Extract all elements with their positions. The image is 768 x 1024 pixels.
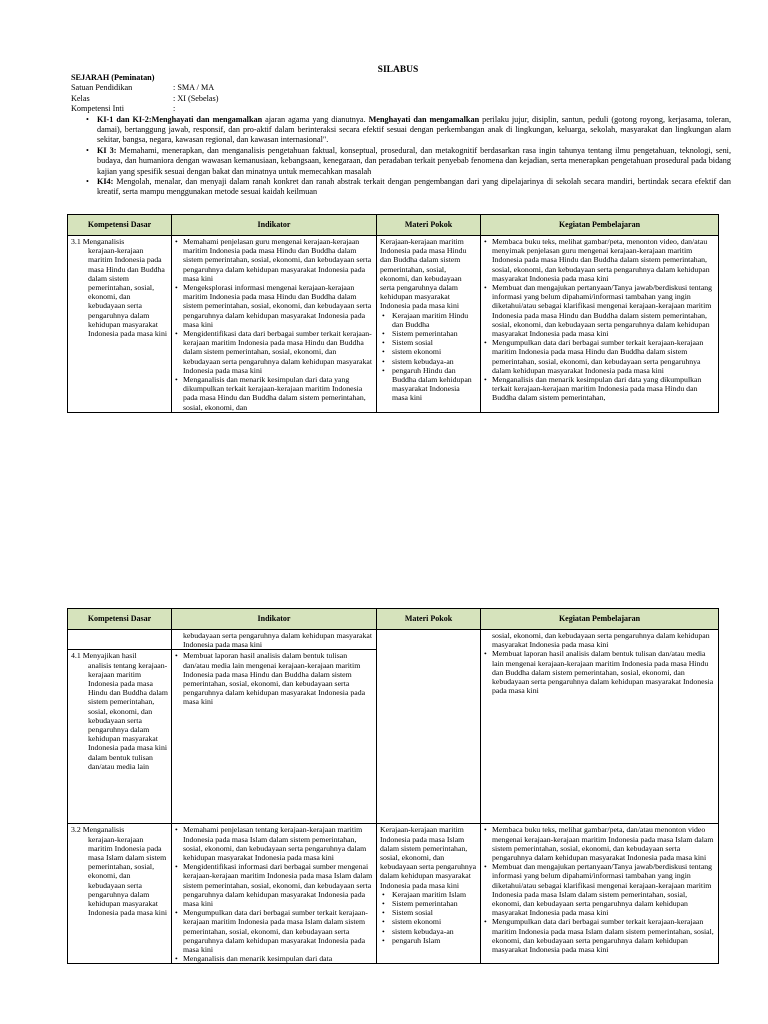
ki-3-text: Memahami, menerapkan, dan menganalisis pengetahuan faktual, konseptual, prosedural, dan metakognitif berdasarkan rasa ingin tahunya tentang ilmu pengetahuan, teknologi, seni, budaya, dan humaniora dengan wawasan kemanusiaan, kebangsaan, kenegaraan, dan peradaban terkait penyebab fenomena dan kejadian, serta menerapkan pengetahuan prosedural pada bidang kajian yang spesifik sesuai dengan bakat dan minatnya untuk memecahkan masalah [97, 145, 731, 176]
materi-cell [377, 630, 481, 824]
table-row [68, 236, 719, 413]
materi-cell [377, 236, 481, 413]
syllabus-table-page-1 [67, 214, 719, 413]
header-kompetensi-dasar: Kompetensi Dasar [68, 609, 172, 630]
kd-text: kerajaan-kerajaan maritim Indonesia pada masa Islam dalam sistem pemerintahan, sosial, ekonomi, dan kebudayaan serta pengaruhnya dalam kehidupan masyarakat Indonesia pada masa kini [88, 834, 168, 918]
list-item: • pengaruh Islam [392, 936, 477, 945]
kd-number: 3.2 Menganalisis [71, 825, 125, 835]
header-indikator: Indikator [172, 215, 377, 236]
list-item: • Mengumpulkan data dari berbagai sumber terkait kerajaan-kerajaan maritim Indonesia pada masa Islam dalam sistem pemerintahan, sosial, ekonomi, dan kebudayaan serta pengaruhnya dalam kehidupan masyarakat Indonesia pada masa kini [183, 908, 373, 954]
kompetensi-row [71, 104, 731, 114]
satuan-row [71, 83, 731, 93]
header-indikator: Indikator [172, 609, 377, 630]
document-page-1 [0, 0, 768, 486]
ki-1-emphasis: Menghayati dan mengamalkan [151, 114, 263, 124]
list-item: • Sistem pemerintahan [392, 329, 477, 338]
kelas-label: Kelas [71, 93, 90, 103]
table-header-row [68, 215, 719, 236]
kompetensi-value: : [173, 104, 176, 114]
kd-text: analisis tentang kerajaan-kerajaan maritim Indonesia pada masa Hindu dan Buddha dalam sistem pemerintahan, sosial, ekonomi, dan kebudayaan serta pengaruhnya dalam kehidupan masyarakat Indonesia pada masa kini dalam bentuk tulisan dan/atau media lain [88, 660, 168, 771]
list-item: • Kerajaan maritim Hindu dan Buddha [392, 311, 477, 329]
list-item: • Membuat laporan hasil analisis dalam bentuk tulisan dan/atau media lain mengenai kerajaan-kerajaan maritim Indonesia pada masa Hindu dan Buddha dalam sistem pemerintahan, sosial, ekonomi, dan kebudayaan serta pengaruhnya dalam kehidupan masyarakat Indonesia pada masa kini [183, 651, 373, 706]
list-item: • Membuat dan mengajukan pertanyaan/Tanya jawab/berdiskusi tentang informasi yang belum dipahami/informasi tambahan yang ingin diketahui/atau sebagai klarifikasi mengenai kerajaan-kerajaan maritim Indonesia pada masa Hindu dan Buddha dalam sistem pemerintahan, sosial, ekonomi, dan kebudayaan serta pengaruhnya dalam kehidupan masyarakat Indonesia pada masa kini [492, 283, 715, 338]
list-item: • sistem ekonomi [392, 917, 477, 926]
kegiatan-cell [481, 630, 719, 824]
header-kegiatan-pembelajaran: Kegiatan Pembelajaran [481, 215, 719, 236]
syllabus-table-page-2 [67, 608, 719, 964]
kd-number: 3.1 Menganalisis [71, 237, 125, 246]
ki-4-text: Mengolah, menalar, dan menyaji dalam ranah konkret dan ranah abstrak terkait dengan pengembangan dari yang dipelajarinya di sekolah secara mandiri, bertindak secara efektif dan kreatif, serta mampu menggunakan metode sesuai kaidah keilmuan [97, 177, 731, 197]
ki-item-3 [97, 146, 731, 177]
list-item: • Sistem sosial [392, 908, 477, 917]
satuan-value: : SMA / MA [173, 83, 215, 93]
document-header [71, 73, 731, 198]
ki-1-emphasis-2: Menghayati dan mengamalkan [368, 114, 480, 124]
document-title: SILABUS [377, 65, 419, 75]
ki-4-label: KI4: [97, 177, 114, 187]
list-item: • pengaruh Hindu dan Buddha dalam kehidupan masyarakat Indonesia masa kini [392, 366, 477, 403]
header-materi-pokok: Materi Pokok [377, 609, 481, 630]
list-item: • Membuat dan mengajukan pertanyaan/Tanya jawab/berdiskusi tentang informasi yang belum dipahami/informasi tambahan yang ingin diketahui/atau sebagai klarifikasi mengenai kerajaan-kerajaan maritim Indonesia pada masa Islam dalam sistem pemerintahan, sosial, ekonomi, dan kebudayaan serta pengaruhnya dalam kehidupan masyarakat Indonesia pada masa kini [492, 862, 715, 917]
header-kegiatan-pembelajaran: Kegiatan Pembelajaran [481, 609, 719, 630]
materi-cell [377, 824, 481, 964]
kegiatan-cell [481, 236, 719, 413]
list-item: • Mengidentifikasi data dari berbagai sumber terkait kerajaan-kerajaan maritim Indonesia pada masa Hindu dan Buddha dalam sistem pemerintahan, sosial, ekonomi, dan kebudayaan serta pengaruhnya dalam kehidupan masyarakat Indonesia pada masa kini [183, 329, 373, 375]
kegiatan-continuation: sosial, ekonomi, dan kebudayaan serta pengaruhnya dalam kehidupan masyarakat Indonesia pada masa kini [492, 631, 710, 650]
table-row [68, 630, 719, 650]
kd-text: kerajaan-kerajaan maritim Indonesia pada masa Hindu dan Buddha dalam sistem pemerintahan, sosial, ekonomi, dan kebudayaan serta pengaruhnya dalam kehidupan masyarakat Indonesia pada masa kini [88, 246, 168, 339]
list-item: • Mengidentifikasi informasi dari berbagai sumber mengenai kerajaan-kerajaan maritim Indonesia pada masa Islam dalam sistem pemerintahan, sosial, ekonomi, dan kebudayaan serta pengaruhnya dalam kehidupan masyarakat Indonesia pada masa kini [183, 862, 373, 908]
list-item: • Menganalisis dan menarik kesimpulan dari data [183, 954, 373, 963]
list-item: • Menganalisis dan menarik kesimpulan dari data yang dikumpulkan terkait kerajaan-kerajaan maritim Indonesia pada masa Hindu dan Buddha dalam sistem pemerintahan, [492, 375, 715, 403]
materi-intro: Kerajaan-kerajaan maritim Indonesia pada masa Hindu dan Buddha dalam sistem pemerintahan, sosial, ekonomi, dan kebudayaan serta pengaruhnya dalam kehidupan masyarakat Indonesia pada masa kini [380, 237, 467, 311]
table-header-row [68, 609, 719, 630]
ki-item-1 [97, 115, 731, 146]
list-item: • Mengeksplorasi informasi mengenai kerajaan-kerajaan maritim Indonesia pada masa Hindu dan Buddha dalam sistem pemerintahan, sosial, ekonomi, dan kebudayaan serta pengaruhnya dalam kehidupan masyarakat Indonesia pada masa kini [183, 283, 373, 329]
ki-item-4 [97, 177, 731, 198]
list-item: • Sistem sosial [392, 338, 477, 347]
ki-1-label: KI-1 dan KI-2: [97, 114, 152, 124]
subject-heading: SEJARAH (Peminatan) [71, 73, 155, 82]
ki-3-label: KI 3: [97, 145, 117, 155]
ki-1-text-a: ajaran agama yang dianutnya. [262, 114, 369, 124]
list-item: • sistem kebudaya-an [392, 357, 477, 366]
document-page-2 [0, 604, 768, 1024]
ki-1-text-b: perilaku jujur, disiplin, santun, peduli (gotong royong, kerjasama, toleran, damai), bertanggung jawab, responsif, dan pro-aktif dalam berinteraksi secara efektif sesuai dengan perkembangan anak di lingkungan, keluarga, sekolah, masyarakat dan lingkungan alam sekitar, bangsa, negara, kawasan regional, dan kawasan internasional". [97, 114, 731, 145]
list-item: • Memahami penjelasan guru mengenai kerajaan-kerajaan maritim Indonesia pada masa Hindu dan Buddha dalam sistem pemerintahan, sosial, ekonomi, dan kebudayaan serta pengaruhnya dalam kehidupan masyarakat Indonesia pada masa kini [183, 237, 373, 283]
indikator-cell [172, 650, 377, 824]
header-kompetensi-dasar: Kompetensi Dasar [68, 215, 172, 236]
indikator-cell [172, 630, 377, 650]
satuan-label: Satuan Pendidikan [71, 83, 133, 93]
list-item: • Membaca buku teks, melihat gambar/peta, dan/atau menonton video mengenai kerajaan-kerajaan maritim Indonesia pada masa Islam dalam sistem pemerintahan, sosial, ekonomi, dan kebudayaan serta pengaruhnya dalam kehidupan masyarakat Indonesia pada masa kini [492, 825, 715, 862]
kd-cell [68, 630, 172, 650]
list-item: • Memahami penjelasan tentang kerajaan-kerajaan maritim Indonesia pada masa Islam dalam sistem pemerintahan, sosial, ekonomi, dan kebudayaan serta pengaruhnya dalam kehidupan masyarakat Indonesia pada masa kini [183, 825, 373, 862]
indikator-cell [172, 236, 377, 413]
list-item: • Kerajaan maritim Islam [392, 890, 477, 899]
kegiatan-cell [481, 824, 719, 964]
indikator-continuation: kebudayaan serta pengaruhnya dalam kehidupan masyarakat Indonesia pada masa kini [183, 631, 372, 650]
list-item: • sistem ekonomi [392, 347, 477, 356]
kelas-value: : XI (Sebelas) [173, 93, 219, 103]
list-item: • Menganalisis dan menarik kesimpulan dari data yang dikumpulkan terkait kerajaan-kerajaan maritim Indonesia pada masa Hindu dan Buddha dalam sistem pemerintahan, sosial, ekonomi, dan [183, 375, 373, 412]
list-item: • Sistem pemerintahan [392, 899, 477, 908]
list-item: • Membaca buku teks, melihat gambar/peta, menonton video, dan/atau menyimak penjelasan guru mengenai kerajaan-kerajaan maritim Indonesia pada masa Hindu dan Buddha dalam sistem pemerintahan, sosial, ekonomi, dan kebudayaan serta pengaruhnya dalam kehidupan masyarakat Indonesia pada masa kini [492, 237, 715, 283]
list-item: • Membuat laporan hasil analisis dalam bentuk tulisan dan/atau media lain mengenai kerajaan-kerajaan maritim Indonesia pada masa Hindu dan Buddha dalam sistem pemerintahan, sosial, ekonomi, dan kebudayaan serta pengaruhnya dalam kehidupan masyarakat Indonesia pada masa kini [492, 649, 715, 695]
kompetensi-label: Kompetensi Inti [71, 104, 124, 114]
kd-cell [68, 236, 172, 413]
table-row [68, 824, 719, 964]
list-item: • Mengumpulkan data dari berbagai sumber terkait kerajaan-kerajaan maritim Indonesia pada masa Hindu dan Buddha dalam sistem pemerintahan, sosial, ekonomi, dan kebudayaan serta pengaruhnya dalam kehidupan masyarakat Indonesia pada masa kini [492, 338, 715, 375]
list-item: • Mengumpulkan data dari berbagai sumber terkait kerajaan-kerajaan maritim Indonesia pada masa Islam dalam sistem pemerintahan, sosial, ekonomi, dan kebudayaan serta pengaruhnya dalam kehidupan masyarakat Indonesia pada masa kini [492, 917, 715, 954]
materi-intro: Kerajaan-kerajaan maritim Indonesia pada masa Islam dalam sistem pemerintahan, sosial, ekonomi, dan kebudayaan serta pengaruhnya dalam kehidupan masyarakat Indonesia pada masa kini [380, 825, 477, 890]
kd-cell [68, 824, 172, 964]
kompetensi-inti-list [87, 115, 731, 198]
kelas-row [71, 94, 731, 104]
kd-cell [68, 650, 172, 824]
indikator-cell [172, 824, 377, 964]
header-materi-pokok: Materi Pokok [377, 215, 481, 236]
list-item: • sistem kebudaya-an [392, 927, 477, 936]
kd-number: 4.1 Menyajikan hasil [71, 651, 137, 661]
